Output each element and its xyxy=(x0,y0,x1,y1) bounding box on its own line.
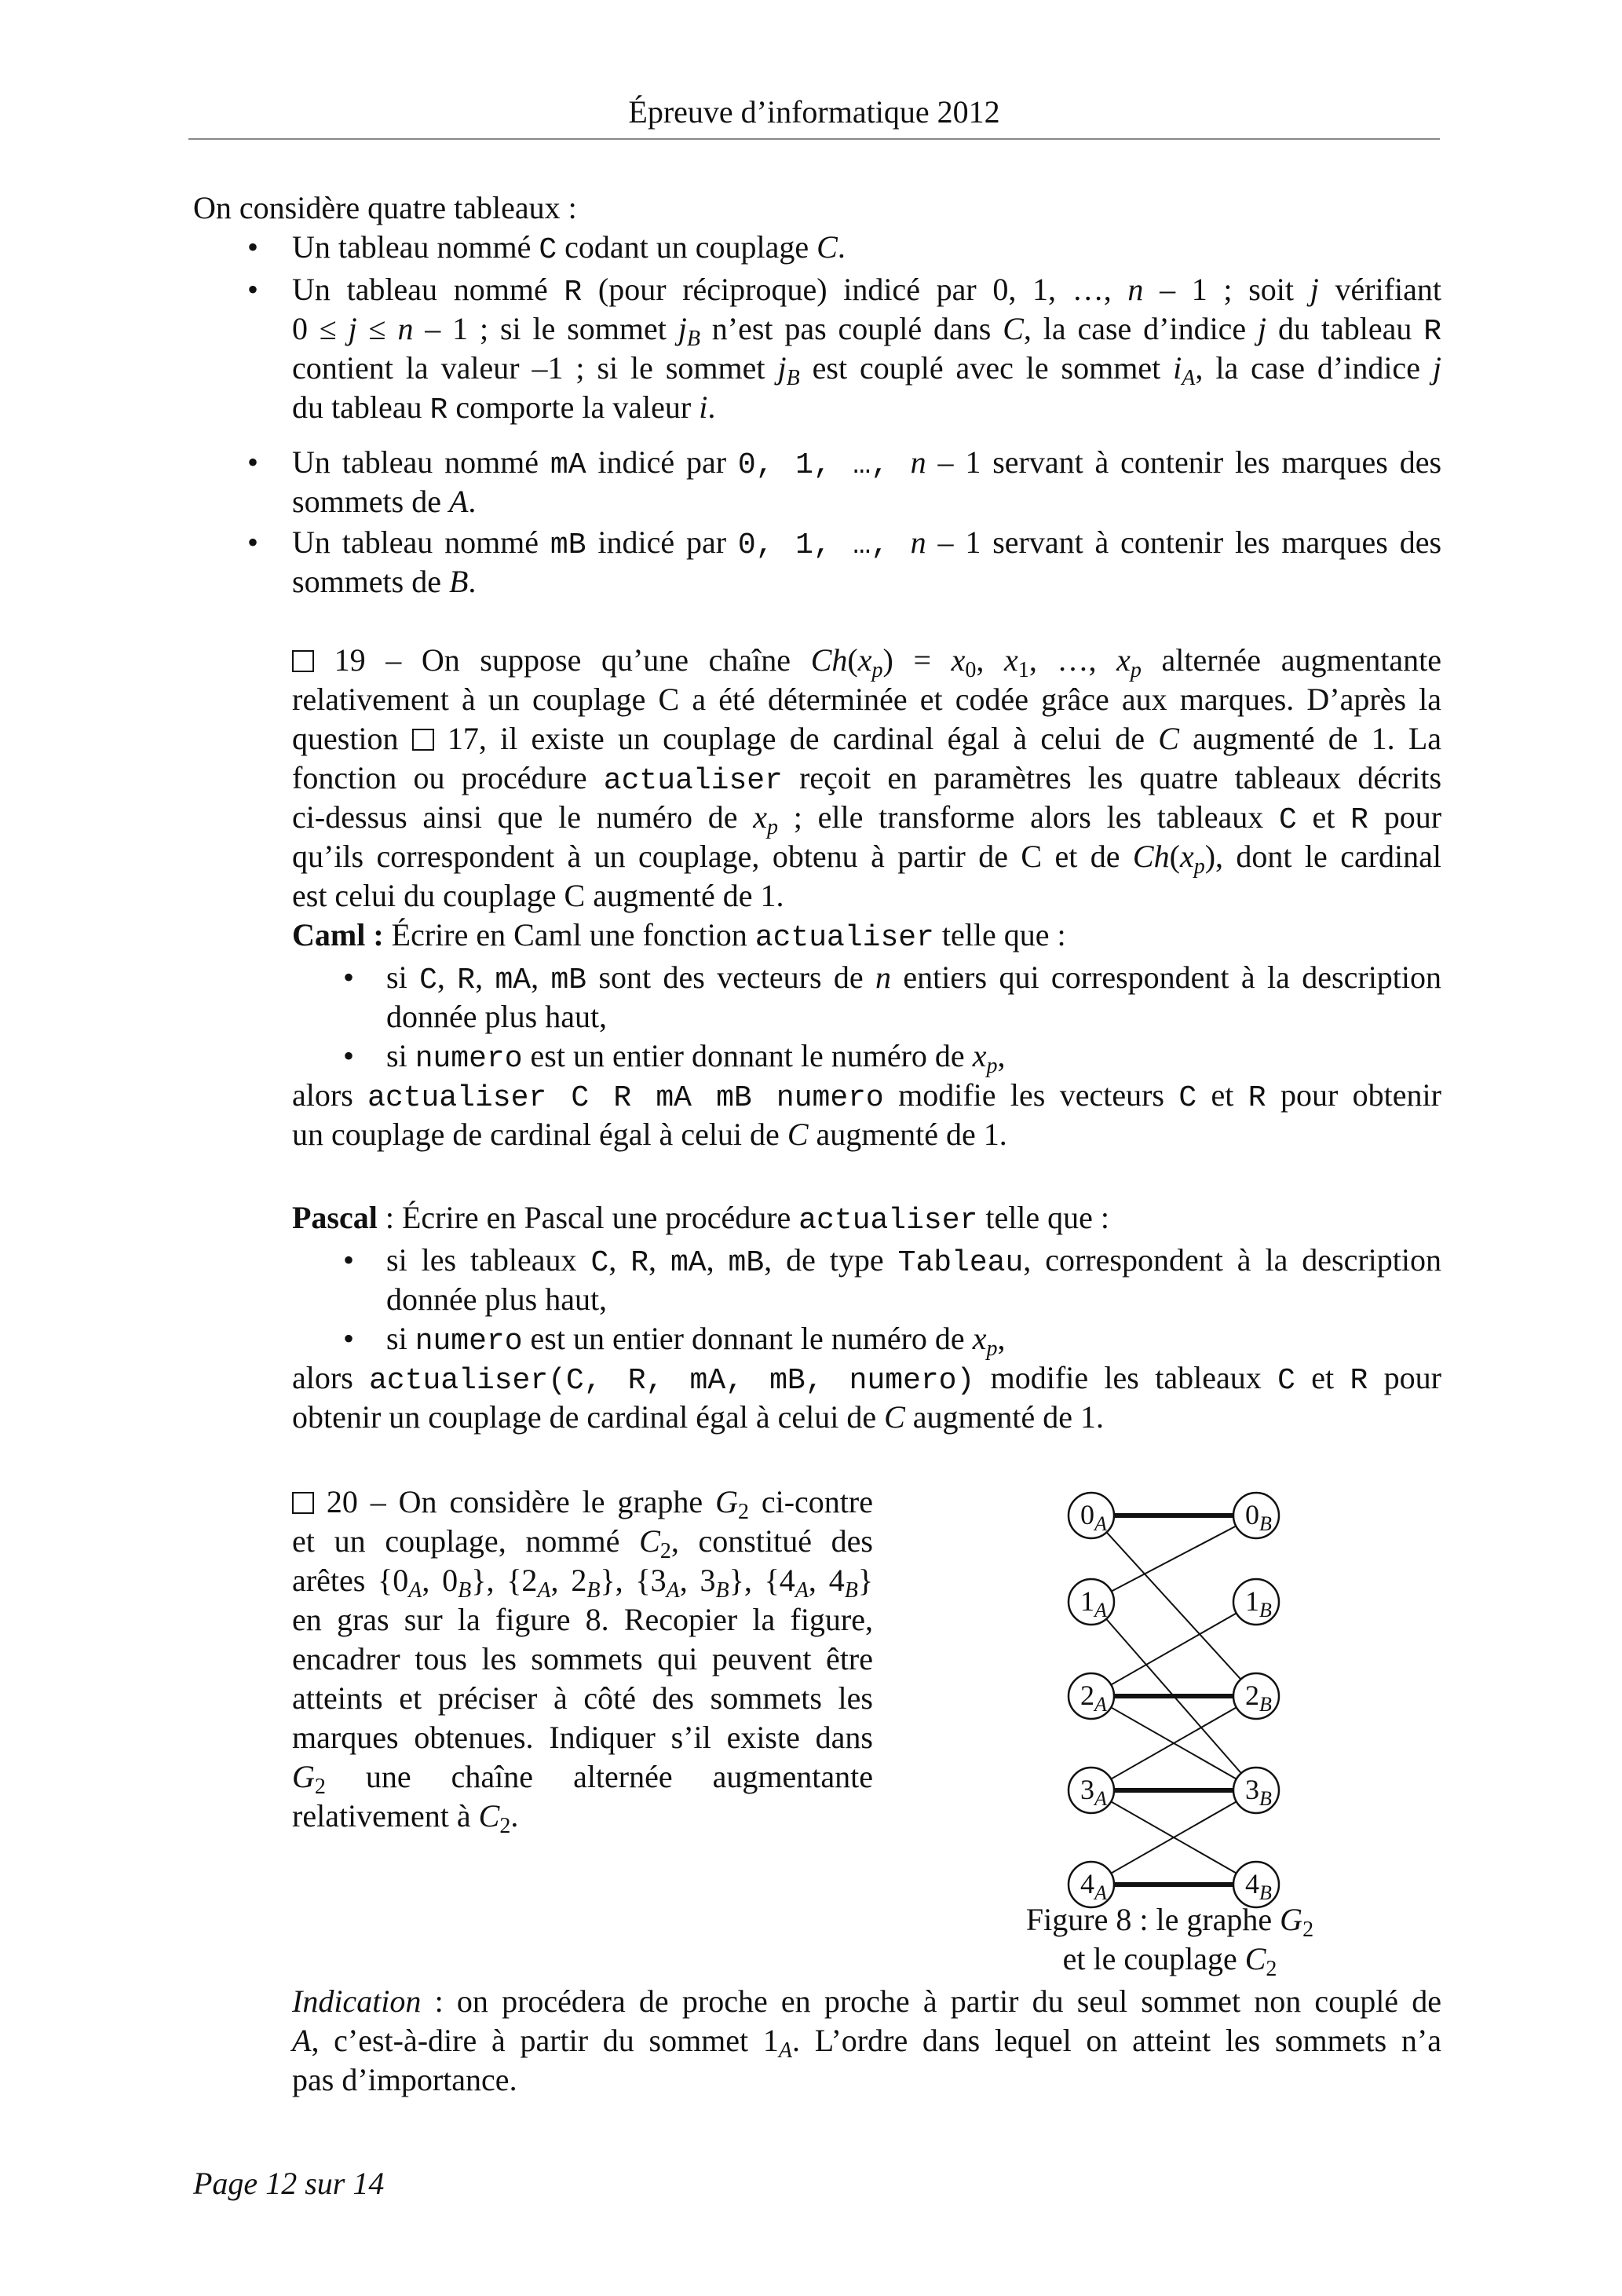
checkbox-square-icon xyxy=(412,729,434,751)
figure-caption: Figure 8 : le graphe $G_2$ et le couplage $C_2$ xyxy=(1025,1902,1314,1981)
bullet-icon: • xyxy=(247,525,258,560)
graph-node-label: $2_A$ xyxy=(1080,1680,1107,1716)
list-item-text: Un tableau nommé C codant un couplage C. xyxy=(292,229,846,267)
header-title: Épreuve d’informatique 2012 xyxy=(628,94,1000,130)
bullet-icon: • xyxy=(342,1038,354,1073)
graph-node-label: $3_B$ xyxy=(1245,1774,1272,1810)
bullet-icon: • xyxy=(247,229,258,265)
bipartite-graph-figure xyxy=(1044,1476,1303,1916)
bullet-icon: • xyxy=(247,444,258,480)
caml-intro: Caml : Écrire en Caml une fonction actualiser telle que : xyxy=(292,917,1066,955)
graph-edge xyxy=(1091,1515,1256,1602)
graph-edge xyxy=(1091,1515,1256,1696)
indication: Indication : on procédera de proche en proche à partir du seul sommet non couplé de A, c’est-à-dire à partir du sommet $1_A$. L’ordre dans lequel on atteint les sommets n’a pas d’importance. xyxy=(292,1983,1441,2097)
pascal-intro: Pascal : Écrire en Pascal une procédure actualiser telle que : xyxy=(292,1200,1110,1238)
checkbox-square-icon xyxy=(292,650,314,672)
header-rule xyxy=(188,138,1440,140)
question-20: 20 – On considère le graphe $G_2$ ci-contre et un couplage, nommé $C_2$, constitué des arêtes {$0_A$, $0_B$}, {$2_A$, $2_B$}, {$3_A$, $3_B$}, {$4_A$, $4_B$} en gras sur la figure 8. Recopier la figure, encadrer tous les sommets qui peuvent être atteints et préciser à côté des sommets les marques obtenues. Indiquer s’il existe dans $G_2$ une chaîne alternée augmentante relativement à $C_2$. xyxy=(292,1484,874,1838)
graph-node-label: $0_A$ xyxy=(1080,1499,1107,1535)
graph-node-label: $2_B$ xyxy=(1245,1680,1272,1716)
bullet-icon: • xyxy=(247,272,258,307)
graph-edge xyxy=(1091,1602,1256,1696)
graph-node-label: $1_A$ xyxy=(1080,1585,1107,1621)
graph-node-label: $4_A$ xyxy=(1080,1868,1107,1904)
question-19: 19 – On suppose qu’une chaîne $Ch(x_p) = x_0$, $x_1$, …, $x_p$ alternée augmentante relativement à un couplage C a été déterminée et codée grâce aux marques. D’après la question 17, il existe un couplage de cardinal égal à celui de C augmenté de 1. La fonction ou procédure actualiser reçoit en paramètres les quatre tableaux décrits ci-dessus ainsi que le numéro de $x_p$ ; elle transforme alors les tableaux C et R pour qu’ils correspondent à un couplage, obtenu à partir de C et de $Ch(x_p)$, dont le cardinal est celui du couplage C augmenté de 1. xyxy=(292,642,1442,913)
graph-node-label: $0_B$ xyxy=(1245,1499,1272,1535)
graph-node-label: $4_B$ xyxy=(1245,1868,1272,1904)
bullet-icon: • xyxy=(342,1321,354,1356)
bullet-icon: • xyxy=(342,960,354,995)
intro-text: On considère quatre tableaux : xyxy=(193,190,577,225)
bullet-icon: • xyxy=(342,1242,354,1278)
checkbox-square-icon xyxy=(292,1492,314,1514)
graph-node-label: $1_B$ xyxy=(1245,1585,1272,1621)
page-number: Page 12 sur 14 xyxy=(193,2166,385,2201)
page-header xyxy=(188,93,1440,132)
graph-node-label: $3_A$ xyxy=(1080,1774,1107,1810)
